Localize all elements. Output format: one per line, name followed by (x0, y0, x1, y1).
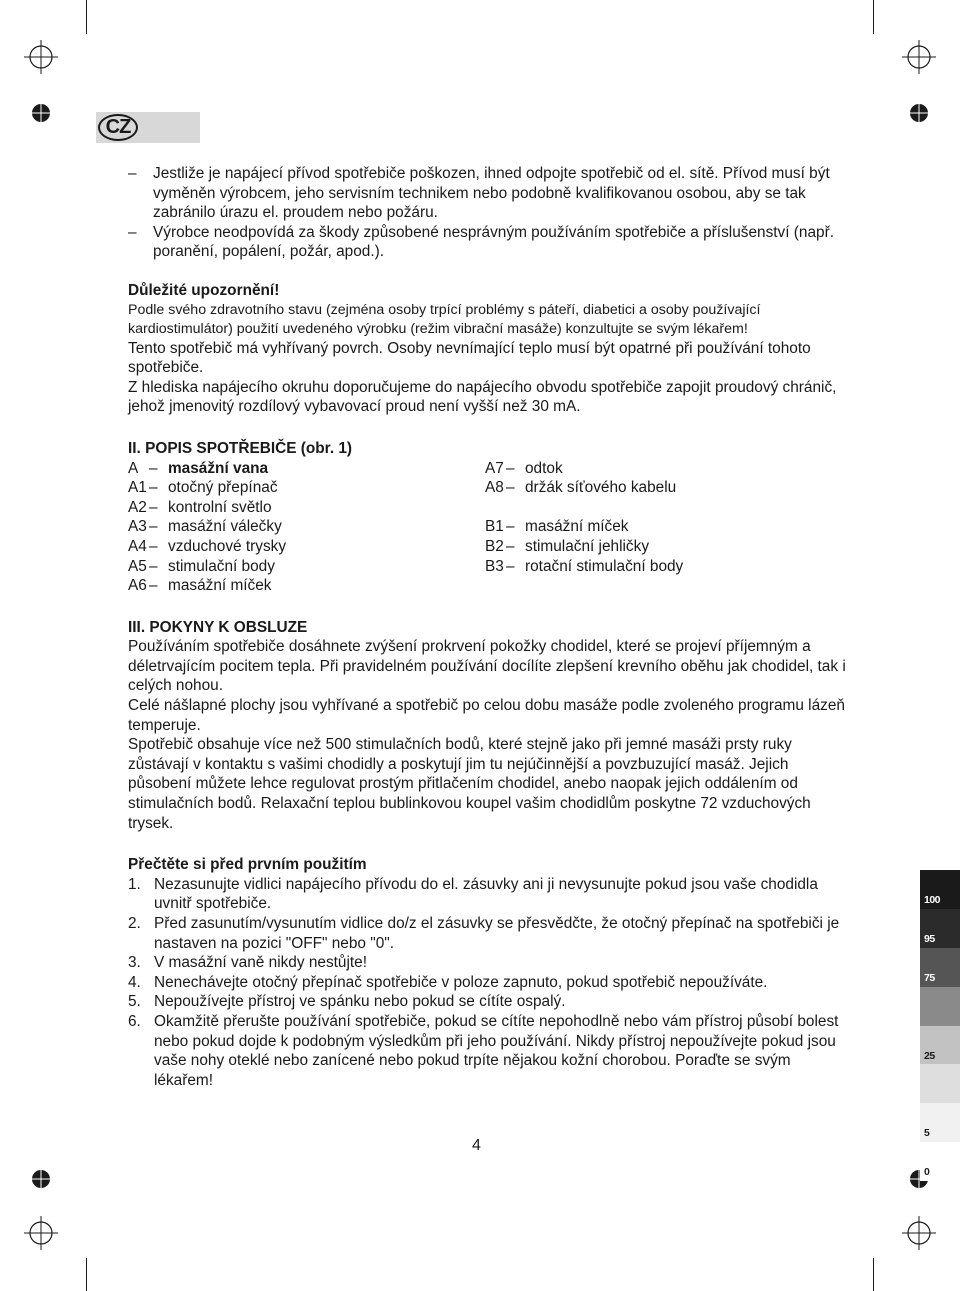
color-control-strip (920, 870, 960, 1189)
dash-bullet: – (128, 165, 137, 182)
important-paragraph: Podle svého zdravotního stavu (zejména osoby trpící problémy s páteří, diabetici a osoby používající kardiostimulátor) použití uvedeného výrobku (režim vibrační masáže) konzultujte se svým lékařem! (128, 301, 761, 337)
description-row: B2 – stimulační jehličky (485, 537, 650, 555)
strip-cell-label: 25 (924, 1049, 935, 1062)
description-row: A1 – otočný přepínač (128, 479, 278, 497)
numbered-item: 5. Nepoužívejte přístroj ve spánku nebo pokud se cítíte ospalý. (128, 993, 566, 1011)
instructions-title: III. POKYNY K OBSLUZE (128, 618, 308, 636)
registration-mark-right-mid (902, 96, 936, 130)
numbered-item: 3. V masážní vaně nikdy nestůjte! (128, 954, 368, 972)
description-row: A5 – stimulační body (128, 557, 275, 575)
strip-cell-label: 100 (924, 894, 941, 906)
numbered-item: 1. Nezasunujte vidlici napájecího přívodu do el. zásuvky ani ji nevysunujte pokud jsou vaše chodidla uvnitř spotřebiče. (128, 875, 818, 913)
description-row-spacer (485, 498, 845, 518)
description-row: A7 – odtok (485, 459, 563, 477)
strip-cell-label: 75 (924, 971, 935, 984)
numbered-item: 4. Nenechávejte otočný přepínač spotřebiče v poloze zapnuto, pokud spotřebič nepoužíváte. (128, 973, 768, 991)
strip-cell (920, 948, 960, 987)
description-section (128, 439, 850, 596)
strip-cell (920, 987, 960, 1026)
before-use-title: Přečtěte si před prvním použitím (128, 856, 367, 874)
description-right-column (485, 459, 845, 596)
description-row: A4 – vzduchové trysky (128, 537, 287, 555)
description-row: A3 – masážní válečky (128, 518, 282, 536)
strip-cell-label: 0 (924, 1166, 930, 1179)
safety-item-text: Výrobce neodpovídá za škody způsobené nesprávným používáním spotřebiče a příslušenství (např. poranění, popálení, požár, apod.). (153, 223, 834, 261)
strip-cell (920, 870, 960, 909)
strip-cell (920, 1103, 960, 1142)
description-row: A – masážní vana (128, 459, 269, 477)
page-content (128, 164, 850, 1090)
registration-mark-left-mid (24, 96, 58, 130)
crop-line-top-right (873, 0, 874, 34)
instructions-section (128, 618, 850, 834)
numbered-item: 6. Okamžitě přerušte používání spotřebiče, pokud se cítíte nepohodlně nebo vám přístroj působí bolest nebo pokud dojde k podobným výsledkům při jeho používání. Nikdy přístroj nepoužívejte pokud jsou vaše nohy oteklé nebo zanícené nebo pokud trpíte nějakou kožní chorobou. Poraďte se svým lékařem! (128, 1012, 839, 1089)
strip-cell-label: 95 (924, 932, 935, 945)
language-badge (98, 114, 138, 141)
instructions-paragraph: Spotřebič obsahuje více než 500 stimulačních bodů, které stejně jako při jemné masáži prsty ruky zůstávají v kontaktu s vašimi chodidly a poskytují jim tu nejúčinnější a povzbuzující masáž. Jejich působení můžete lehce regulovat prostým přitlačením chodidel, anebo naopak jejich oddálením od stimulačních bodů. Relaxační teplou bublinkovou koupel vašim chodidlům poskytne 72 vzduchových trysek. (128, 736, 811, 832)
description-row: B3 – rotační stimulační body (485, 557, 684, 575)
important-section (128, 281, 850, 417)
description-row: A8 – držák síťového kabelu (485, 479, 677, 497)
numbered-item: 2. Před zasunutím/vysunutím vidlice do/z el zásuvky se přesvědčte, že otočný přepínač na spotřebiči je nastaven na pozici "OFF" nebo "0". (128, 915, 840, 952)
instructions-paragraph: Celé nášlapné plochy jsou vyhřívané a spotřebič po celou dobu masáže podle zvoleného programu lázeň temperuje. (128, 697, 845, 734)
description-row: A6 – masážní míček (128, 577, 272, 595)
important-paragraph: Tento spotřebič má vyhřívaný povrch. Osoby nevnímající teplo musí být opatrné při používání tohoto spotřebiče. (128, 339, 811, 377)
registration-mark-top-right (902, 40, 936, 74)
description-row: A2 – kontrolní světlo (128, 498, 272, 516)
instructions-paragraph: Používáním spotřebiče dosáhnete zvýšení prokrvení pokožky chodidel, které se projeví příjemným a déletrvajícím pocitem tepla. Při pravidelném používání docílíte zlepšení krevního oběhu jak chodidel, tak i celých nohou. (128, 638, 846, 695)
registration-mark-top-left (24, 40, 58, 74)
registration-mark-bottom-left-dot (24, 1162, 58, 1196)
safety-item-text: Jestliže je napájecí přívod spotřebiče poškozen, ihned odpojte spotřebič od el. sítě. Přívod musí být vyměněn výrobcem, jeho servisním technikem nebo podobně kvalifikovanou osobou, aby se tak zabránilo úrazu el. proudem nebo požáru. (153, 165, 830, 222)
registration-mark-bottom-left (24, 1216, 58, 1250)
description-row: B1 – masážní míček (485, 518, 629, 536)
strip-cell (920, 1026, 960, 1065)
important-title: Důležité upozornění! (128, 281, 280, 299)
before-use-section (128, 855, 850, 1090)
strip-cell (920, 1142, 960, 1181)
crop-line-bottom-right (873, 1258, 874, 1291)
important-paragraph: Z hlediska napájecího okruhu doporučujeme do napájecího obvodu spotřebiče zapojit proudový chránič, jehož jmenovitý rozdílový vybavovací proud není vyšší než 30 mA. (128, 378, 837, 416)
language-badge-label: CZ (105, 116, 131, 138)
page-number: 4 (472, 1137, 481, 1154)
strip-cell-label: 5 (924, 1127, 930, 1140)
description-left-column (128, 459, 485, 596)
crop-line-bottom-left (86, 1258, 87, 1291)
description-title: II. POPIS SPOTŘEBIČE (obr. 1) (128, 439, 353, 457)
dash-bullet: – (128, 223, 137, 241)
safety-list (128, 164, 850, 262)
safety-item (128, 164, 850, 223)
strip-cell (920, 1064, 960, 1103)
safety-item (128, 223, 850, 262)
crop-line-top-left (86, 0, 87, 34)
registration-mark-bottom-right (902, 1216, 936, 1250)
strip-cell (920, 909, 960, 948)
